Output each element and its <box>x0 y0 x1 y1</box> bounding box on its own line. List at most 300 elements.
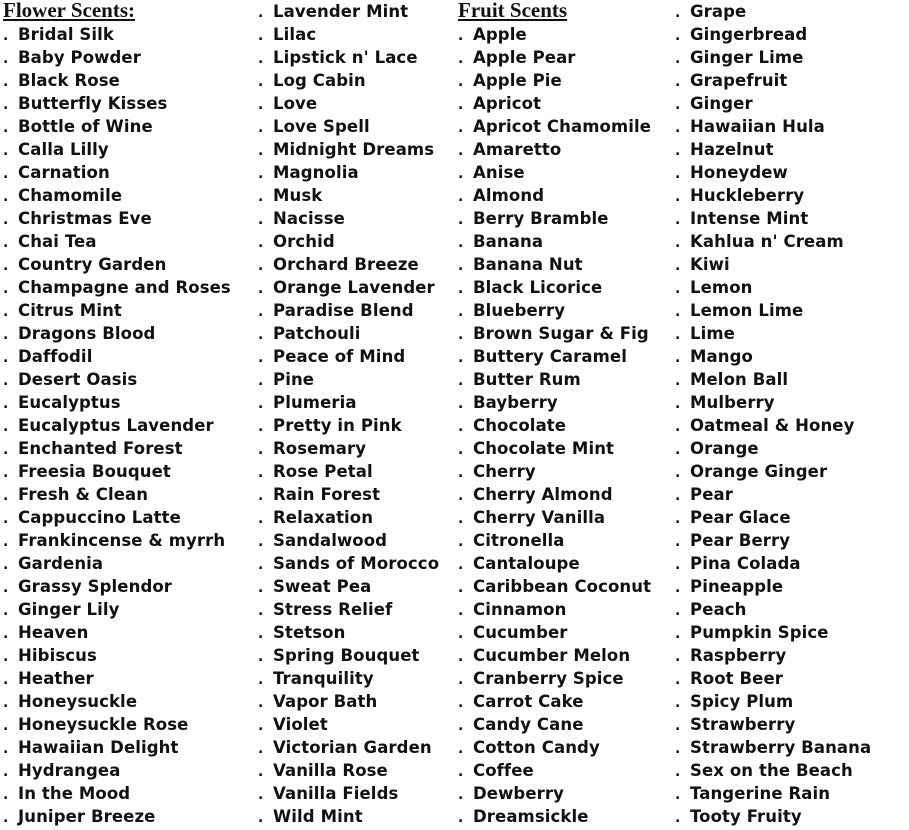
list-item <box>675 644 871 667</box>
bullet-icon: . <box>258 28 264 44</box>
list-item <box>258 69 439 92</box>
bullet-icon: . <box>258 258 264 274</box>
list-item <box>458 69 651 92</box>
list-item <box>3 782 231 805</box>
scent-name: Orange Ginger <box>690 462 828 481</box>
bullet-icon: . <box>3 373 9 389</box>
scent-name: In the Mood <box>18 784 131 803</box>
bullet-icon: . <box>675 235 681 251</box>
bullet-icon: . <box>675 442 681 458</box>
list-item <box>675 299 871 322</box>
bullet-icon: . <box>258 373 264 389</box>
scent-name: Love <box>273 94 318 113</box>
flower-scents-column-2 <box>258 0 439 828</box>
scent-name: Log Cabin <box>273 71 366 90</box>
list-item <box>258 230 439 253</box>
list-item <box>675 69 871 92</box>
scent-name: Kiwi <box>690 255 730 274</box>
scent-name: Blueberry <box>473 301 566 320</box>
list-item <box>675 575 871 598</box>
scent-name: Pumpkin Spice <box>690 623 829 642</box>
bullet-icon: . <box>675 741 681 757</box>
list-item <box>675 460 871 483</box>
scent-name: Strawberry Banana <box>690 738 872 757</box>
bullet-icon: . <box>675 672 681 688</box>
list-item <box>675 92 871 115</box>
list-item <box>458 552 651 575</box>
scent-name: Sandalwood <box>273 531 388 550</box>
list-item <box>3 621 231 644</box>
bullet-icon: . <box>675 465 681 481</box>
scent-name: Cotton Candy <box>473 738 600 757</box>
list-item <box>258 598 439 621</box>
list-item <box>458 138 651 161</box>
scent-name: Citrus Mint <box>18 301 122 320</box>
bullet-icon: . <box>3 419 9 435</box>
scent-name: Melon Ball <box>690 370 789 389</box>
scent-name: Butter Rum <box>473 370 581 389</box>
bullet-icon: . <box>675 74 681 90</box>
list-item <box>458 161 651 184</box>
scent-name: Baby Powder <box>18 48 141 67</box>
scent-name: Pina Colada <box>690 554 801 573</box>
scent-name: Vanilla Fields <box>273 784 399 803</box>
bullet-icon: . <box>675 189 681 205</box>
scent-name: Vapor Bath <box>273 692 378 711</box>
bullet-icon: . <box>675 120 681 136</box>
list-item <box>3 92 231 115</box>
scent-name: Pretty in Pink <box>273 416 402 435</box>
bullet-icon: . <box>675 258 681 274</box>
list-item <box>258 391 439 414</box>
list-item <box>3 322 231 345</box>
list-item <box>675 552 871 575</box>
scent-name: Heaven <box>18 623 89 642</box>
scent-name: Lilac <box>273 25 317 44</box>
list-item <box>3 759 231 782</box>
bullet-icon: . <box>3 626 9 642</box>
bullet-icon: . <box>258 718 264 734</box>
bullet-icon: . <box>458 626 464 642</box>
bullet-icon: . <box>258 212 264 228</box>
scent-name: Dragons Blood <box>18 324 156 343</box>
scent-name: Freesia Bouquet <box>18 462 171 481</box>
list-item <box>675 782 871 805</box>
list-item <box>258 506 439 529</box>
list-item <box>3 414 231 437</box>
list-item <box>458 506 651 529</box>
list-item <box>3 368 231 391</box>
list-item <box>458 46 651 69</box>
scent-name: Chamomile <box>18 186 123 205</box>
scent-name: Tooty Fruity <box>690 807 802 826</box>
list-item <box>675 621 871 644</box>
bullet-icon: . <box>675 534 681 550</box>
bullet-icon: . <box>258 511 264 527</box>
list-item <box>258 529 439 552</box>
bullet-icon: . <box>258 626 264 642</box>
list-item <box>458 115 651 138</box>
list-item <box>458 253 651 276</box>
scent-name: Champagne and Roses <box>18 278 231 297</box>
scent-name: Patchouli <box>273 324 361 343</box>
bullet-icon: . <box>458 810 464 826</box>
scent-name: Cherry <box>473 462 536 481</box>
bullet-icon: . <box>258 74 264 90</box>
bullet-icon: . <box>3 810 9 826</box>
bullet-icon: . <box>458 557 464 573</box>
list-item <box>675 0 871 23</box>
scent-name: Daffodil <box>18 347 93 366</box>
list-item <box>3 253 231 276</box>
scent-name: Strawberry <box>690 715 796 734</box>
bullet-icon: . <box>258 143 264 159</box>
list-item <box>3 644 231 667</box>
bullet-icon: . <box>458 327 464 343</box>
scent-name: Rose Petal <box>273 462 373 481</box>
scent-name: Orchid <box>273 232 335 251</box>
list-item <box>3 115 231 138</box>
list-item <box>458 414 651 437</box>
bullet-icon: . <box>258 580 264 596</box>
bullet-icon: . <box>458 97 464 113</box>
bullet-icon: . <box>3 741 9 757</box>
bullet-icon: . <box>3 74 9 90</box>
scent-name: Coffee <box>473 761 534 780</box>
list-item <box>258 644 439 667</box>
scent-name: Relaxation <box>273 508 374 527</box>
list-item <box>3 23 231 46</box>
list-item <box>458 644 651 667</box>
bullet-icon: . <box>675 626 681 642</box>
bullet-icon: . <box>675 764 681 780</box>
bullet-icon: . <box>675 51 681 67</box>
bullet-icon: . <box>458 51 464 67</box>
bullet-icon: . <box>458 189 464 205</box>
list-item <box>458 299 651 322</box>
bullet-icon: . <box>675 5 681 21</box>
bullet-icon: . <box>675 718 681 734</box>
scent-name: Apple Pear <box>473 48 576 67</box>
bullet-icon: . <box>3 212 9 228</box>
scent-name: Citronella <box>473 531 565 550</box>
scent-name: Violet <box>273 715 328 734</box>
scent-name: Bridal Silk <box>18 25 114 44</box>
scent-name: Intense Mint <box>690 209 809 228</box>
bullet-icon: . <box>3 718 9 734</box>
list-item <box>3 161 231 184</box>
bullet-icon: . <box>3 603 9 619</box>
bullet-icon: . <box>3 557 9 573</box>
list-item <box>675 391 871 414</box>
list-item <box>3 667 231 690</box>
scent-name: Dreamsickle <box>473 807 589 826</box>
bullet-icon: . <box>3 120 9 136</box>
scent-name: Juniper Breeze <box>18 807 156 826</box>
scent-name: Cherry Vanilla <box>473 508 606 527</box>
scent-name: Nacisse <box>273 209 345 228</box>
scent-name: Love Spell <box>273 117 370 136</box>
list-item <box>675 138 871 161</box>
scent-name: Paradise Blend <box>273 301 414 320</box>
scent-name: Lemon <box>690 278 753 297</box>
scent-name: Calla Lilly <box>18 140 109 159</box>
scent-name: Enchanted Forest <box>18 439 183 458</box>
list-item <box>258 552 439 575</box>
bullet-icon: . <box>3 695 9 711</box>
list-item <box>3 299 231 322</box>
bullet-icon: . <box>258 235 264 251</box>
scent-name: Wild Mint <box>273 807 363 826</box>
scent-name: Rosemary <box>273 439 367 458</box>
list-item <box>3 552 231 575</box>
list-item <box>3 437 231 460</box>
scent-name: Orchard Breeze <box>273 255 419 274</box>
scent-name: Hazelnut <box>690 140 774 159</box>
bullet-icon: . <box>3 488 9 504</box>
bullet-icon: . <box>675 28 681 44</box>
scent-name: Oatmeal & Honey <box>690 416 855 435</box>
list-item <box>3 207 231 230</box>
bullet-icon: . <box>675 557 681 573</box>
list-item <box>675 506 871 529</box>
scent-name: Gingerbread <box>690 25 808 44</box>
list-item <box>458 736 651 759</box>
scent-name: Hibiscus <box>18 646 97 665</box>
bullet-icon: . <box>3 649 9 665</box>
list-item <box>675 253 871 276</box>
scent-name: Grassy Splendor <box>18 577 173 596</box>
scent-name: Buttery Caramel <box>473 347 627 366</box>
list-item <box>458 690 651 713</box>
list-item <box>258 92 439 115</box>
bullet-icon: . <box>3 350 9 366</box>
scent-name: Apricot <box>473 94 542 113</box>
bullet-icon: . <box>458 396 464 412</box>
bullet-icon: . <box>3 166 9 182</box>
scent-name: Brown Sugar & Fig <box>473 324 649 343</box>
list-item <box>458 667 651 690</box>
bullet-icon: . <box>675 350 681 366</box>
scent-name: Hydrangea <box>18 761 121 780</box>
scent-name: Grapefruit <box>690 71 788 90</box>
scent-name: Amaretto <box>473 140 562 159</box>
list-item <box>3 575 231 598</box>
list-item <box>458 230 651 253</box>
scent-name: Huckleberry <box>690 186 805 205</box>
list-item <box>258 483 439 506</box>
list-item <box>258 138 439 161</box>
list-item <box>3 529 231 552</box>
bullet-icon: . <box>458 511 464 527</box>
scent-name: Lavender Mint <box>273 2 409 21</box>
bullet-icon: . <box>258 419 264 435</box>
bullet-icon: . <box>675 166 681 182</box>
bullet-icon: . <box>3 97 9 113</box>
list-item <box>3 690 231 713</box>
bullet-icon: . <box>675 603 681 619</box>
list-item <box>258 368 439 391</box>
scent-name: Cucumber Melon <box>473 646 631 665</box>
bullet-icon: . <box>675 327 681 343</box>
scent-name: Candy Cane <box>473 715 584 734</box>
list-item <box>458 621 651 644</box>
scent-name: Spring Bouquet <box>273 646 420 665</box>
list-item <box>258 460 439 483</box>
bullet-icon: . <box>458 373 464 389</box>
bullet-icon: . <box>3 189 9 205</box>
bullet-icon: . <box>258 534 264 550</box>
list-item <box>458 391 651 414</box>
bullet-icon: . <box>458 649 464 665</box>
bullet-icon: . <box>458 166 464 182</box>
bullet-icon: . <box>675 649 681 665</box>
bullet-icon: . <box>258 97 264 113</box>
bullet-icon: . <box>458 281 464 297</box>
list-item <box>675 184 871 207</box>
bullet-icon: . <box>3 580 9 596</box>
list-item <box>258 115 439 138</box>
scent-name: Lemon Lime <box>690 301 804 320</box>
scent-name: Root Beer <box>690 669 784 688</box>
list-item <box>258 782 439 805</box>
list-item <box>675 529 871 552</box>
list-item <box>458 460 651 483</box>
list-item <box>3 391 231 414</box>
list-item <box>258 253 439 276</box>
bullet-icon: . <box>3 235 9 251</box>
scent-name: Black Licorice <box>473 278 603 297</box>
bullet-icon: . <box>675 304 681 320</box>
list-item <box>458 782 651 805</box>
scent-name: Tangerine Rain <box>690 784 831 803</box>
list-item <box>258 299 439 322</box>
bullet-icon: . <box>3 672 9 688</box>
bullet-icon: . <box>458 741 464 757</box>
list-item <box>258 414 439 437</box>
scent-name: Midnight Dreams <box>273 140 435 159</box>
scent-name: Country Garden <box>18 255 167 274</box>
scent-name: Pine <box>273 370 315 389</box>
scent-name: Banana Nut <box>473 255 583 274</box>
scent-name: Christmas Eve <box>18 209 152 228</box>
list-item <box>3 46 231 69</box>
scent-name: Chocolate Mint <box>473 439 615 458</box>
bullet-icon: . <box>258 557 264 573</box>
list-item <box>458 207 651 230</box>
fruit-scents-column-2 <box>675 0 871 828</box>
list-item <box>3 69 231 92</box>
list-item <box>675 667 871 690</box>
scent-name: Cappuccino Latte <box>18 508 181 527</box>
list-item <box>3 184 231 207</box>
scent-name: Sands of Morocco <box>273 554 440 573</box>
bullet-icon: . <box>458 258 464 274</box>
list-item <box>675 414 871 437</box>
bullet-icon: . <box>258 649 264 665</box>
bullet-icon: . <box>675 97 681 113</box>
scent-name: Peach <box>690 600 747 619</box>
bullet-icon: . <box>458 74 464 90</box>
scent-name: Grape <box>690 2 747 21</box>
list-item <box>3 345 231 368</box>
list-item <box>675 345 871 368</box>
list-item <box>675 207 871 230</box>
bullet-icon: . <box>458 695 464 711</box>
scent-name: Eucalyptus <box>18 393 121 412</box>
bullet-icon: . <box>675 787 681 803</box>
list-item <box>675 276 871 299</box>
scent-name: Banana <box>473 232 544 251</box>
bullet-icon: . <box>258 764 264 780</box>
list-item <box>458 322 651 345</box>
bullet-icon: . <box>258 810 264 826</box>
scent-name: Bayberry <box>473 393 558 412</box>
bullet-icon: . <box>458 534 464 550</box>
list-item <box>458 759 651 782</box>
bullet-icon: . <box>3 258 9 274</box>
list-item <box>258 736 439 759</box>
bullet-icon: . <box>258 350 264 366</box>
scent-name: Tranquility <box>273 669 374 688</box>
scent-name: Butterfly Kisses <box>18 94 168 113</box>
scent-name: Almond <box>473 186 545 205</box>
list-item <box>675 161 871 184</box>
list-item <box>258 46 439 69</box>
scent-name: Orange <box>690 439 759 458</box>
bullet-icon: . <box>3 787 9 803</box>
bullet-icon: . <box>675 695 681 711</box>
list-item <box>258 276 439 299</box>
bullet-icon: . <box>3 143 9 159</box>
bullet-icon: . <box>258 304 264 320</box>
scent-name: Pear Glace <box>690 508 791 527</box>
bullet-icon: . <box>258 51 264 67</box>
bullet-icon: . <box>258 787 264 803</box>
scent-name: Bottle of Wine <box>18 117 153 136</box>
list-item <box>675 368 871 391</box>
bullet-icon: . <box>458 120 464 136</box>
bullet-icon: . <box>3 28 9 44</box>
list-item <box>258 667 439 690</box>
scent-name: Eucalyptus Lavender <box>18 416 214 435</box>
list-item <box>675 230 871 253</box>
list-item <box>675 713 871 736</box>
scent-name: Honeysuckle <box>18 692 138 711</box>
scent-name: Berry Bramble <box>473 209 609 228</box>
bullet-icon: . <box>258 327 264 343</box>
list-item <box>3 276 231 299</box>
list-item <box>675 46 871 69</box>
bullet-icon: . <box>458 212 464 228</box>
list-item <box>458 184 651 207</box>
list-item <box>458 368 651 391</box>
scent-name: Apple Pie <box>473 71 562 90</box>
list-item <box>258 345 439 368</box>
scent-name: Peace of Mind <box>273 347 406 366</box>
scent-name: Lipstick n' Lace <box>273 48 418 67</box>
scent-name: Mulberry <box>690 393 775 412</box>
list-item <box>458 575 651 598</box>
bullet-icon: . <box>3 281 9 297</box>
list-item <box>675 483 871 506</box>
list-item <box>258 0 439 23</box>
bullet-icon: . <box>675 212 681 228</box>
scent-name: Heather <box>18 669 94 688</box>
list-item <box>675 759 871 782</box>
list-item <box>675 736 871 759</box>
bullet-icon: . <box>675 580 681 596</box>
